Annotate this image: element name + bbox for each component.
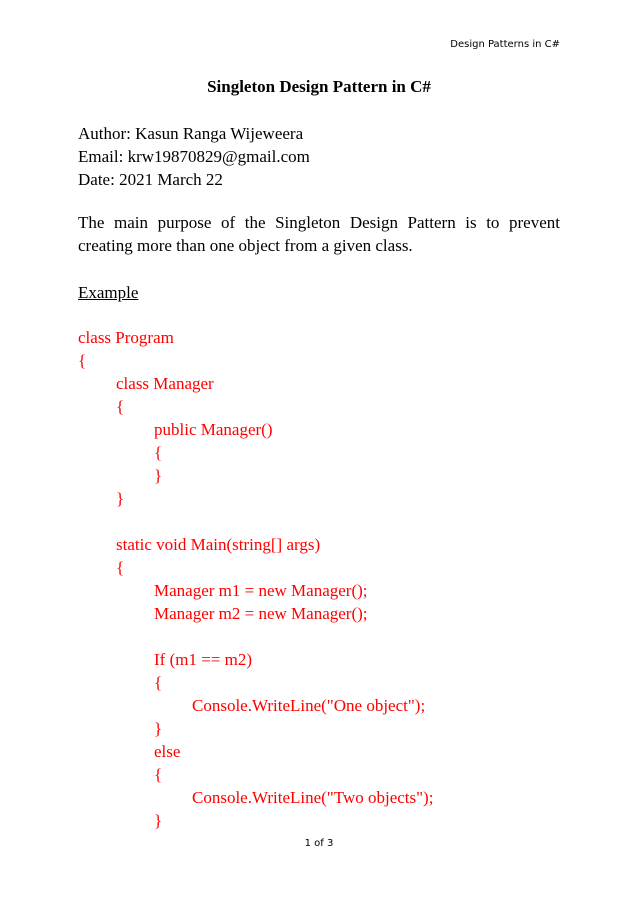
code-line: }: [116, 489, 125, 508]
running-header: Design Patterns in C#: [450, 39, 560, 50]
code-line: class Program: [78, 328, 174, 347]
code-line: }: [154, 466, 163, 485]
code-line: }: [154, 719, 163, 738]
code-line: {: [116, 558, 125, 577]
example-heading: Example: [78, 283, 139, 302]
document-title: Singleton Design Pattern in C#: [207, 77, 431, 96]
date-line: Date: 2021 March 22: [78, 170, 223, 189]
code-line: Console.WriteLine("Two objects");: [192, 788, 434, 807]
code-line: {: [154, 673, 163, 692]
code-line: Manager m1 = new Manager();: [154, 581, 368, 600]
code-line: {: [78, 351, 87, 370]
code-line: {: [154, 443, 163, 462]
email-line: Email: krw19870829@gmail.com: [78, 147, 310, 166]
code-line: {: [154, 765, 163, 784]
code-line: class Manager: [116, 374, 214, 393]
page-number: 1 of 3: [304, 838, 334, 849]
code-line: If (m1 == m2): [154, 650, 253, 669]
code-line: else: [154, 742, 181, 761]
code-line: static void Main(string[] args): [116, 535, 321, 554]
document-meta: [78, 122, 560, 191]
description-paragraph: The main purpose of the Singleton Design Pattern is to prevent creating more than one object from a given class.: [78, 213, 560, 255]
code-line: Console.WriteLine("One object");: [192, 696, 426, 715]
code-line: }: [154, 811, 163, 830]
code-line: public Manager(): [154, 420, 273, 439]
code-line: Manager m2 = new Manager();: [154, 604, 368, 623]
author-line: Author: Kasun Ranga Wijeweera: [78, 124, 304, 143]
code-line: {: [116, 397, 125, 416]
